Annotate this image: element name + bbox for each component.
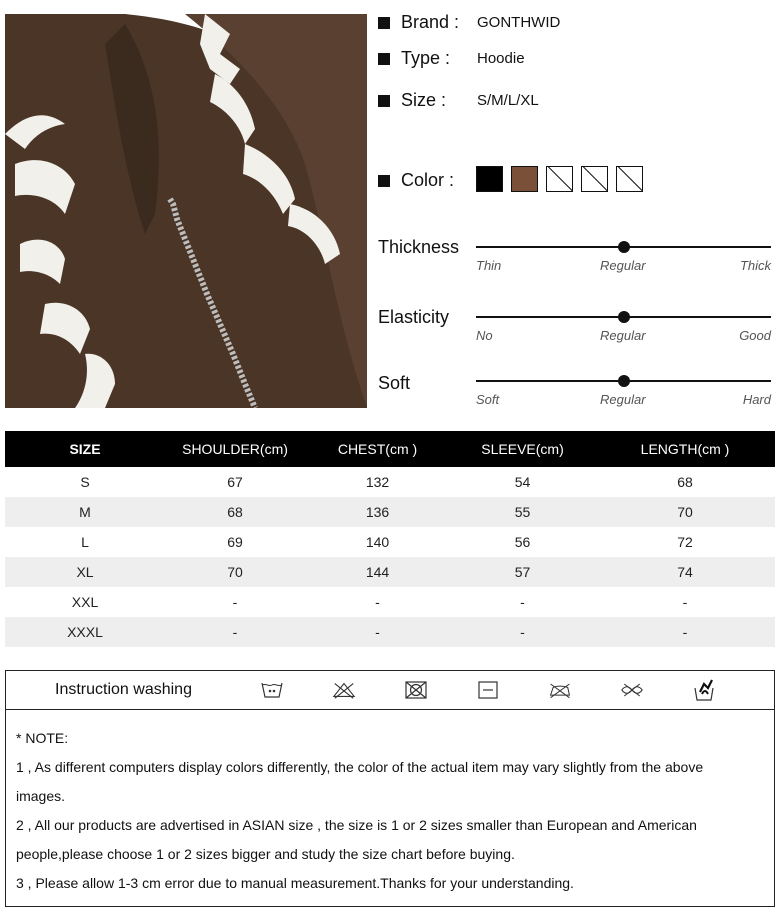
table-cell: 68	[165, 497, 305, 527]
table-cell: -	[450, 617, 595, 647]
table-cell: 54	[514, 474, 531, 490]
table-row	[5, 557, 775, 587]
table-row	[5, 527, 775, 557]
dry-flat-icon	[476, 679, 500, 701]
scale-left-label: Soft	[476, 392, 500, 407]
table-cell: -	[305, 617, 450, 647]
table-header-row	[5, 431, 775, 467]
size-chart-table	[5, 431, 775, 647]
table-cell: 74	[595, 557, 775, 587]
note-line: images.	[16, 788, 66, 804]
table-cell: 57	[450, 557, 595, 587]
bullet-square-icon	[378, 95, 390, 107]
bullet-square-icon	[378, 17, 390, 29]
note-box	[5, 709, 775, 907]
table-cell: 136	[305, 497, 450, 527]
spec-brand	[378, 12, 560, 33]
scale-marker	[618, 241, 630, 253]
table-cell: XXL	[71, 594, 99, 610]
no-bleach-icon	[332, 679, 356, 701]
scale-label-elasticity: Elasticity	[378, 307, 450, 327]
bullet-square-icon	[378, 175, 390, 187]
table-row	[5, 497, 775, 527]
table-row	[5, 617, 775, 647]
scale-right-label: Hard	[742, 392, 771, 407]
table-cell: -	[520, 594, 525, 610]
scale-mid-label: Regular	[600, 392, 646, 407]
table-cell: -	[232, 594, 238, 610]
scale-left-label: No	[476, 328, 493, 343]
note-line: 2 , All our products are advertised in ASIAN size , the size is 1 or 2 sizes smaller than European and American	[16, 817, 697, 833]
no-dry-clean-icon	[620, 679, 644, 701]
scale-marker	[618, 311, 630, 323]
color-swatch[interactable]	[581, 166, 608, 192]
note-line: people,please choose 1 or 2 sizes bigger and study the size chart before buying.	[16, 846, 515, 862]
table-cell: XXXL	[5, 617, 165, 647]
table-cell: -	[595, 617, 775, 647]
spec-color	[378, 170, 475, 191]
table-cell: 68	[677, 474, 693, 490]
scale-mid-label: Regular	[600, 258, 646, 273]
scale-label-thickness: Thickness	[378, 237, 460, 257]
table-cell: 56	[514, 534, 531, 550]
table-cell: S	[80, 474, 90, 490]
table-cell: 67	[227, 474, 243, 490]
scale-marker	[618, 375, 630, 387]
product-photo	[5, 14, 367, 408]
spec-type-value: Hoodie	[477, 50, 525, 67]
note-title: * NOTE:	[16, 730, 69, 746]
washing-instructions	[5, 670, 775, 710]
table-cell: M	[5, 497, 165, 527]
scale-right-label: Good	[739, 328, 771, 343]
table-cell: 55	[450, 497, 595, 527]
table-cell: 140	[365, 534, 390, 550]
table-cell: -	[682, 594, 688, 610]
table-row	[5, 587, 775, 617]
hoodie-illustration	[5, 14, 367, 408]
table-cell: XL	[5, 557, 165, 587]
note-line: 3 , Please allow 1-3 cm error due to manual measurement.Thanks for your understanding.	[16, 875, 574, 891]
table-cell: 144	[305, 557, 450, 587]
color-swatch[interactable]	[616, 166, 643, 192]
hand-wash-icon	[260, 679, 284, 701]
table-cell: 69	[227, 534, 243, 550]
iron-low-icon	[548, 679, 572, 701]
table-cell: 132	[365, 474, 390, 490]
table-row	[5, 467, 775, 497]
washing-icons	[260, 679, 764, 701]
scale-right-label: Thick	[739, 258, 771, 273]
column-header-length: LENGTH(cm )	[595, 431, 775, 467]
scale-mid-label: Regular	[600, 328, 646, 343]
spec-size	[378, 90, 539, 111]
table-cell: 70	[595, 497, 775, 527]
no-tumble-dry-icon	[404, 679, 428, 701]
table-cell: -	[165, 617, 305, 647]
column-header-shoulder: SHOULDER(cm)	[165, 431, 305, 467]
spec-brand-label: Brand :	[401, 12, 460, 32]
do-not-wring-icon	[692, 679, 716, 701]
spec-size-label: Size :	[401, 90, 447, 110]
table-cell: -	[375, 594, 380, 610]
column-header-sleeve: SLEEVE(cm)	[450, 431, 595, 467]
table-cell: 72	[677, 534, 693, 550]
spec-size-value: S/M/L/XL	[477, 92, 539, 109]
washing-label: Instruction washing	[55, 681, 192, 698]
column-header-size: SIZE	[5, 431, 165, 467]
bullet-square-icon	[378, 53, 390, 65]
spec-brand-value: GONTHWID	[477, 14, 561, 31]
scale-left-label: Thin	[476, 258, 502, 273]
color-swatch[interactable]	[511, 166, 538, 192]
scale-label-soft: Soft	[378, 373, 411, 393]
color-swatch[interactable]	[546, 166, 573, 192]
column-header-chest: CHEST(cm )	[305, 431, 450, 467]
color-swatch[interactable]	[476, 166, 503, 192]
table-cell: 70	[165, 557, 305, 587]
spec-type	[378, 48, 525, 69]
note-line: 1 , As different computers display colors differently, the color of the actual item may vary slightly from the above	[16, 759, 704, 775]
color-swatches	[476, 166, 643, 192]
spec-type-label: Type :	[401, 48, 451, 68]
spec-color-label: Color :	[401, 170, 455, 190]
table-cell: L	[81, 534, 89, 550]
